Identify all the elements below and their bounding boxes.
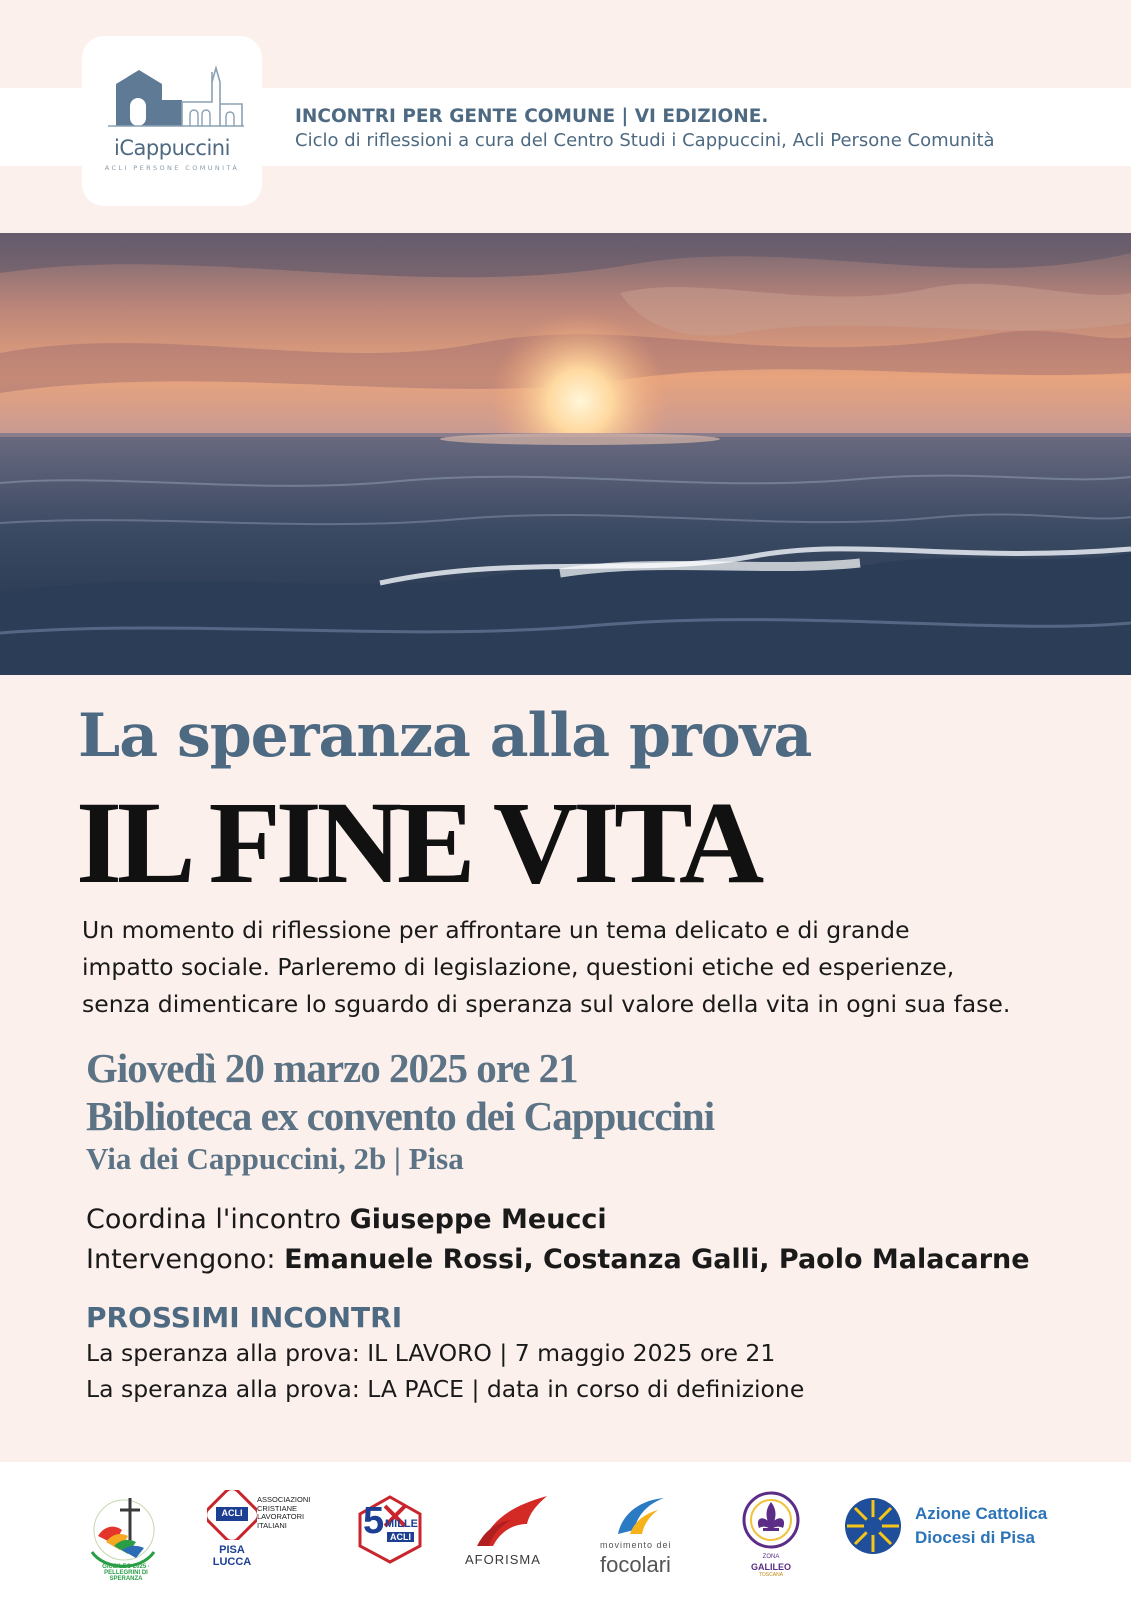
description-line: impatto sociale. Parleremo di legislazione, questioni etiche ed esperienze, — [82, 953, 955, 981]
focolari-logo — [596, 1490, 691, 1580]
agesci-zone-label: ZONA — [762, 1554, 780, 1560]
five-per-mille-logo — [355, 1490, 425, 1580]
azione-cattolica-sun-icon — [843, 1496, 903, 1556]
description-line: senza dimenticare lo sguardo di speranza sul valore della vita in ogni sua fase. — [82, 990, 1011, 1018]
acli-name-line: ITALIANI — [257, 1520, 287, 1530]
convent-icon — [94, 54, 250, 144]
event-date: Giovedì 20 marzo 2025 ore 21 — [86, 1045, 578, 1091]
event-description — [82, 912, 1072, 1023]
logo-wordmark: iCappuccini — [114, 136, 230, 160]
coordinator-line — [86, 1200, 1030, 1240]
speakers-label: Intervengono: — [86, 1244, 276, 1275]
aforisma-logo — [463, 1490, 563, 1580]
acli-name-line: CRISTIANE — [257, 1503, 298, 1513]
description-line: Un momento di riflessione per affrontare un tema delicato e di grande — [82, 916, 910, 944]
acli-pisa-lucca-logo — [207, 1490, 322, 1580]
event-address: Via dei Cappuccini, 2b | Pisa — [86, 1141, 464, 1176]
next-events-title: PROSSIMI INCONTRI — [86, 1301, 403, 1334]
icappuccini-logo — [82, 36, 262, 206]
acli-name-line: ASSOCIAZIONI — [257, 1495, 311, 1504]
aforisma-flag-icon — [471, 1490, 561, 1550]
speakers-line — [86, 1240, 1030, 1280]
next-event-item: La speranza alla prova: LA PACE | data in corso di definizione — [86, 1375, 805, 1403]
speakers-block — [86, 1200, 1030, 1280]
giubileo-logo — [84, 1490, 164, 1580]
agesci-region: TOSCANA — [758, 1572, 784, 1578]
azione-cattolica-line2: Diocesi di Pisa — [915, 1528, 1035, 1547]
acli-city: PISA LUCCA — [212, 1544, 252, 1568]
aforisma-text: AFORISMA — [465, 1552, 541, 1567]
headline-top: La speranza alla prova — [78, 701, 812, 771]
focolari-small-text: movimento dei — [600, 1540, 672, 1550]
giubileo-text: GIUBILEO 2025 · PELLEGRINI DI SPERANZA — [102, 1564, 150, 1582]
acli-name-line: LAVORATORI — [257, 1512, 305, 1521]
five-mille-number: 5 — [363, 1500, 385, 1542]
azione-cattolica-line1: Azione Cattolica — [915, 1504, 1048, 1523]
five-mille-badge: ACLI — [387, 1532, 414, 1542]
sponsors-footer — [0, 1462, 1131, 1600]
acli-full-name — [257, 1496, 310, 1530]
azione-cattolica-logo — [843, 1490, 1083, 1580]
focolari-swoosh-icon — [612, 1494, 672, 1538]
event-venue: Biblioteca ex convento dei Cappuccini — [86, 1093, 715, 1139]
five-mille-word: MILLE — [385, 1518, 418, 1530]
speakers-names: Emanuele Rossi, Costanza Galli, Paolo Malacarne — [284, 1244, 1030, 1275]
fleur-de-lis-icon — [741, 1490, 801, 1550]
sunset-sea-photo — [0, 233, 1131, 675]
series-title: INCONTRI PER GENTE COMUNE | VI EDIZIONE. — [295, 106, 769, 127]
series-subtitle: Ciclo di riflessioni a cura del Centro Studi i Cappuccini, Acli Persone Comunità — [295, 130, 995, 151]
focolari-name: focolari — [600, 1552, 671, 1577]
next-event-item: La speranza alla prova: IL LAVORO | 7 maggio 2025 ore 21 — [86, 1339, 776, 1367]
sunset-illustration — [0, 233, 1131, 675]
coordinator-label: Coordina l'incontro — [86, 1204, 342, 1235]
headline-main: IL FINE VITA — [76, 777, 760, 908]
agesci-galileo-logo — [736, 1490, 806, 1580]
logo-subtitle: ACLI PERSONE COMUNITÀ — [104, 164, 240, 172]
agesci-zone-name: GALILEO — [751, 1562, 791, 1572]
coordinator-name: Giuseppe Meucci — [349, 1204, 607, 1235]
acli-badge-text: ACLI — [221, 1508, 243, 1518]
